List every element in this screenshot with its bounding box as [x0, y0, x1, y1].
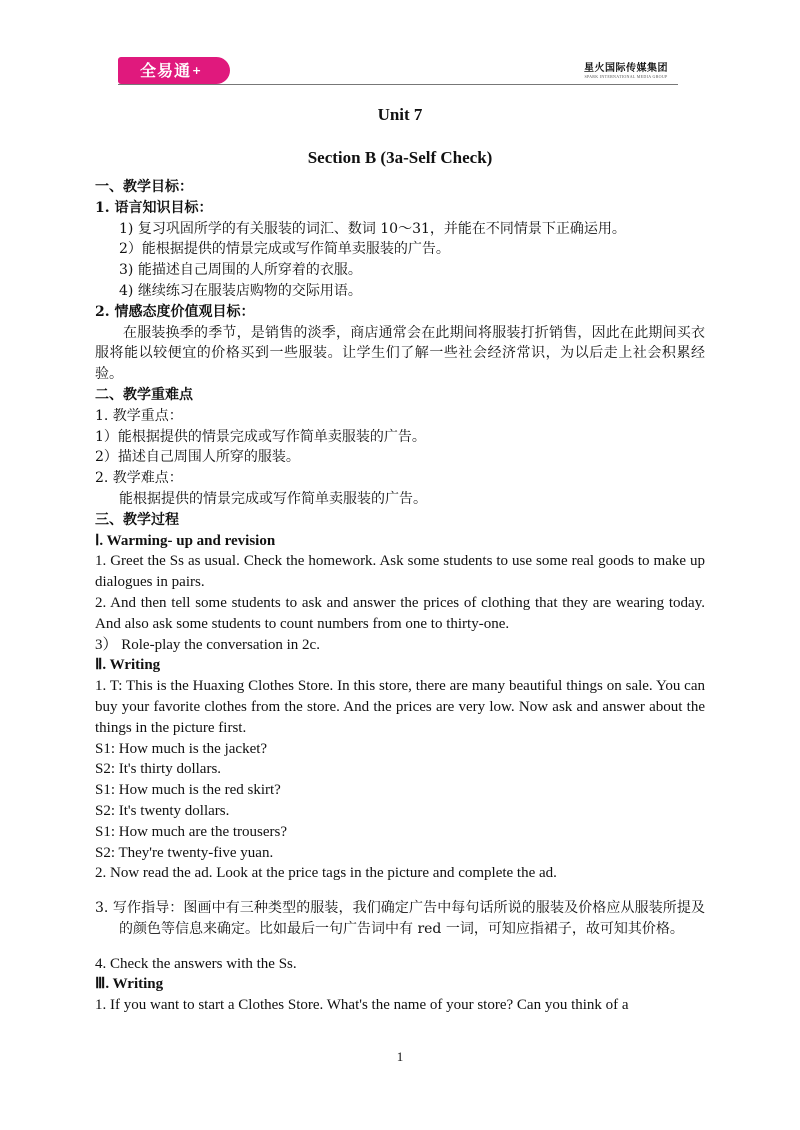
step-heading-writing-3: Ⅲ. Writing [95, 976, 164, 993]
step-paragraph: 1. If you want to start a Clothes Store. What's the name of your store? Can you think of a [95, 997, 629, 1014]
dialogue-line: S2: It's thirty dollars. [95, 761, 222, 778]
dialogue-line: S2: They're twenty-five yuan. [95, 844, 274, 861]
step-paragraph: 4. Check the answers with the Ss. [95, 955, 297, 972]
page-header [118, 53, 678, 87]
publisher-name: 星火国际传媒集团 [584, 63, 668, 74]
dialogue-line: S1: How much are the trousers? [95, 823, 288, 840]
dialogue-line: S1: How much is the jacket? [95, 740, 268, 757]
subheading-difficulty: 2. 教学难点： [95, 470, 183, 487]
logo-text: 全易通 [140, 61, 192, 80]
lesson-body [95, 177, 705, 1016]
header-divider [118, 84, 678, 85]
step-heading-writing: Ⅱ. Writing [95, 657, 161, 674]
attitude-paragraph: 在服装换季的季节，是销售的淡季，商店通常会在此期间将服装打折销售，因此在此期间买衣服将能以较便宜的价格买到一些服装。让学生们了解一些社会经济常识，为以后走上社会积累经验。 [95, 324, 705, 383]
step-paragraph: 1. Greet the Ss as usual. Check the homework. Ask some students to use some real goods to make up dialogues in pairs. [95, 553, 705, 591]
dialogue-line: S2: It's twenty dollars. [95, 802, 230, 819]
step-paragraph: 2. And then tell some students to ask and answer the prices of clothing that they are wearing today. And also ask some students to count numbers from one to thirty-one. [95, 594, 705, 632]
quanyitong-logo [118, 57, 230, 84]
subheading-focus: 1. 教学重点： [95, 407, 183, 424]
heading-teaching-process: 三、教学过程 [95, 511, 179, 528]
publisher-name-en: SPARK INTERNATIONAL MEDIA GROUP [584, 74, 668, 79]
subheading-language-goals: 1. 语言知识目标： [95, 199, 213, 216]
subheading-attitude-goals: 2. 情感态度价值观目标： [95, 303, 255, 320]
publisher-brand [584, 59, 668, 79]
section-title: Section B (3a-Self Check) [307, 148, 493, 167]
goal-item: 2）能根据提供的情景完成或写作简单卖服装的广告。 [119, 241, 450, 258]
heading-key-points: 二、教学重难点 [95, 386, 193, 403]
heading-teaching-goals: 一、教学目标： [95, 179, 193, 195]
page-number: 1 [396, 1049, 404, 1064]
goal-item: 1) 复习巩固所学的有关服装的词汇、数词 10～31，并能在不同情景下正确运用。 [119, 220, 626, 237]
goal-item: 4) 继续练习在服装店购物的交际用语。 [119, 282, 362, 299]
focus-item: 2）描述自己周围人所穿的服装。 [95, 449, 300, 466]
writing-guidance: 3. 写作指导：图画中有三种类型的服装，我们确定广告中每句话所说的服装及价格应从服装所提及的颜色等信息来确定。比如最后一句广告词中有 red 一词，可知应指裙子，故可知其价格。 [95, 900, 705, 937]
unit-title: Unit 7 [377, 105, 423, 124]
goal-item: 3) 能描述自己周围的人所穿着的衣服。 [119, 262, 362, 279]
step-paragraph: 3） Role-play the conversation in 2c. [95, 636, 320, 653]
difficulty-item: 能根据提供的情景完成或写作简单卖服装的广告。 [119, 490, 427, 507]
dialogue-line: S1: How much is the red skirt? [95, 782, 281, 799]
step-paragraph: 1. T: This is the Huaxing Clothes Store. In this store, there are many beautiful things on sale. You can buy your favorite clothes from the store. And the prices are very low. Now ask and answer about the things in the picture first. [95, 678, 705, 736]
logo-plus: + [192, 64, 203, 77]
focus-item: 1）能根据提供的情景完成或写作简单卖服装的广告。 [95, 428, 426, 445]
step-paragraph: 2. Now read the ad. Look at the price tags in the picture and complete the ad. [95, 865, 557, 882]
step-heading-warming-up: Ⅰ. Warming- up and revision [95, 532, 276, 549]
